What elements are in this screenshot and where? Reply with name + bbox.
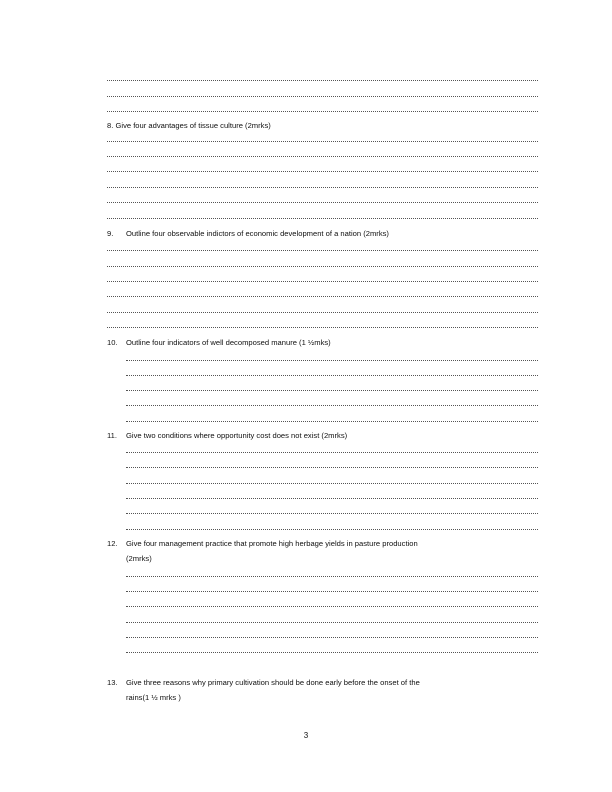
question-9 [107,226,389,241]
answer-line[interactable] [107,202,538,203]
answer-line[interactable] [107,156,538,157]
question-text-continued: (2mrks) [126,554,152,563]
answer-line[interactable] [107,218,538,219]
answer-line[interactable] [107,111,538,112]
answer-line[interactable] [107,281,538,282]
question-text: Give three reasons why primary cultivation should be done early before the onset of the [126,678,420,687]
question-text-continued: rains(1 ½ mrks ) [126,693,181,702]
answer-line[interactable] [126,467,538,468]
question-text: Outline four indicators of well decomposed manure (1 ½mks) [126,338,331,347]
answer-line[interactable] [107,327,538,328]
answer-line[interactable] [107,250,538,251]
answer-line[interactable] [126,483,538,484]
answer-line[interactable] [126,529,538,530]
question-10 [107,335,331,350]
question-8 [107,118,271,133]
answer-line[interactable] [126,606,538,607]
answer-line[interactable] [126,375,538,376]
page-number: 3 [303,731,309,740]
question-number: 12. [107,539,118,548]
question-number: 13. [107,678,118,687]
answer-line[interactable] [126,513,538,514]
answer-line[interactable] [126,637,538,638]
answer-line[interactable] [107,96,538,97]
question-number: 11. [107,431,117,440]
answer-line[interactable] [126,576,538,577]
answer-line[interactable] [107,141,538,142]
answer-line[interactable] [126,405,538,406]
answer-line[interactable] [107,312,538,313]
question-number: 10. [107,338,118,347]
answer-line[interactable] [107,187,538,188]
answer-line[interactable] [126,452,538,453]
question-text: Give two conditions where opportunity cost does not exist (2mrks) [126,431,348,440]
answer-line[interactable] [126,652,538,653]
answer-line[interactable] [107,266,538,267]
answer-line[interactable] [126,622,538,623]
question-text: Give four advantages of tissue culture (2mrks) [115,121,271,130]
answer-line[interactable] [126,421,538,422]
answer-line[interactable] [107,296,538,297]
question-13 [107,675,420,705]
question-text: Give four management practice that promote high herbage yields in pasture production [126,539,418,548]
question-12 [107,536,418,566]
question-number: 8. [107,121,114,130]
question-text: Outline four observable indictors of economic development of a nation (2mrks) [126,229,389,238]
answer-line[interactable] [107,171,538,172]
answer-line[interactable] [126,591,538,592]
answer-line[interactable] [126,498,538,499]
answer-line[interactable] [107,80,538,81]
question-number: 9. [107,229,114,238]
answer-line[interactable] [126,360,538,361]
answer-line[interactable] [126,390,538,391]
question-11 [107,428,347,443]
